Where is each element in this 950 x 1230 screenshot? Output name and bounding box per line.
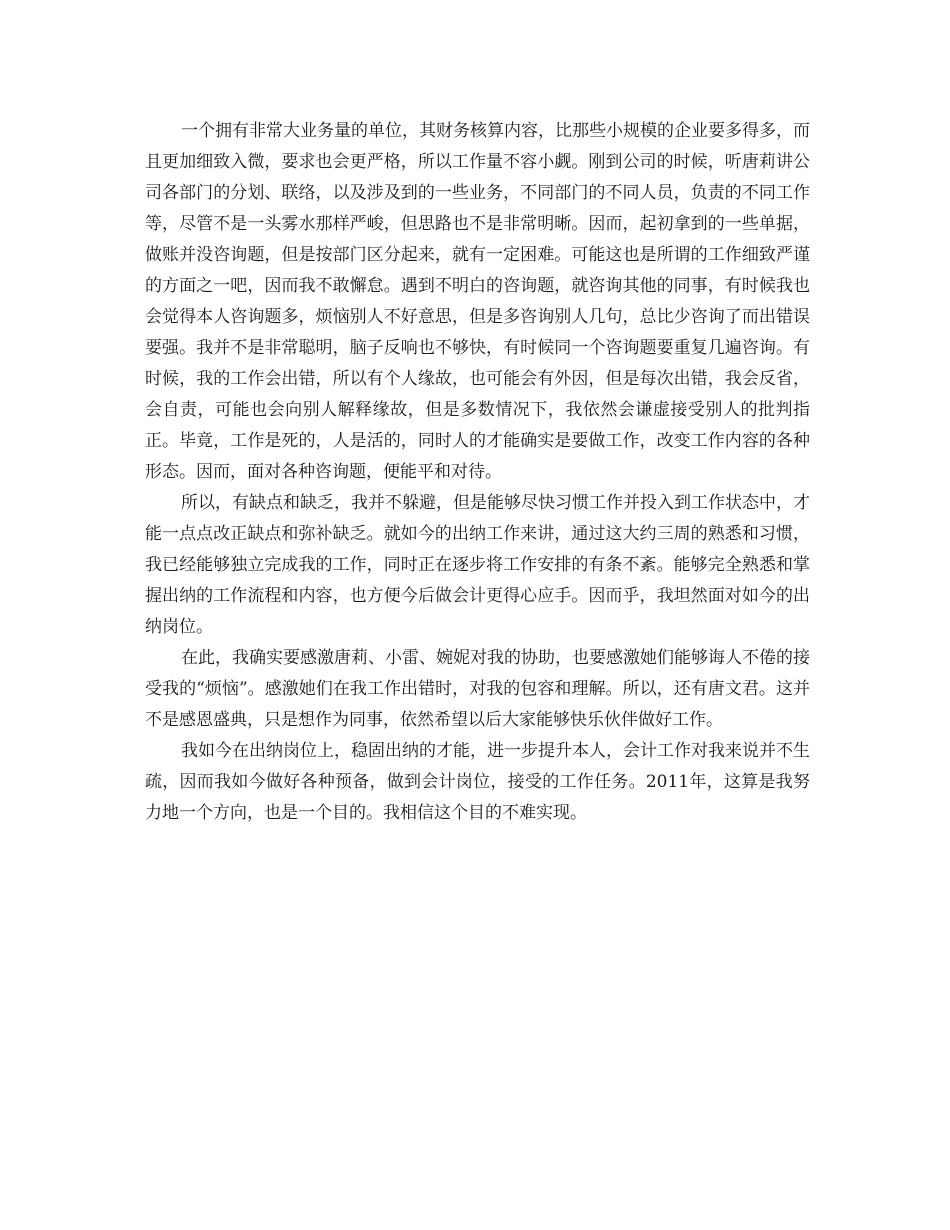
paragraph-4: 我如今在出纳岗位上，稳固出纳的才能，进一步提升本人，会计工作对我来说并不生疏，因而我如今做好各种预备，做到会计岗位，接受的工作任务。2011年，这算是我努力地一个方向，也是一个目的。我相信这个目的不难实现。 [145, 741, 810, 823]
paragraph-2: 所以，有缺点和缺乏，我并不躲避，但是能够尽快习惯工作并投入到工作状态中，才能一点点改正缺点和弥补缺乏。就如今的出纳工作来讲，通过这大约三周的熟悉和习惯，我已经能够独立完成我的工作，同时正在逐步将工作安排的有条不紊。能够完全熟悉和掌握出纳的工作流程和内容，也方便今后做会计更得心应手。因而乎，我坦然面对如今的出纳岗位。 [145, 493, 810, 637]
paragraph-3: 在此，我确实要感激唐莉、小雷、婉妮对我的协助，也要感激她们能够诲人不倦的接受我的“烦恼”。感激她们在我工作出错时，对我的包容和理解。所以，还有唐文君。这并不是感恩盛典，只是想作为同事，依然希望以后大家能够快乐伙伴做好工作。 [145, 648, 810, 730]
document-page [145, 116, 810, 829]
paragraph-1: 一个拥有非常大业务量的单位，其财务核算内容，比那些小规模的企业要多得多，而且更加细致入微，要求也会更严格，所以工作量不容小觑。刚到公司的时候，听唐莉讲公司各部门的分划、联络，以及涉及到的一些业务，不同部门的不同人员，负责的不同工作等，尽管不是一头雾水那样严峻，但思路也不是非常明晰。因而，起初拿到的一些单据，做账并没咨询题，但是按部门区分起来，就有一定困难。可能这也是所谓的工作细致严谨的方面之一吧，因而我不敢懈怠。遇到不明白的咨询题，就咨询其他的同事，有时候我也会觉得本人咨询题多，烦恼别人不好意思，但是多咨询别人几句，总比少咨询了而出错误要强。我并不是非常聪明，脑子反响也不够快，有时候同一个咨询题要重复几遍咨询。有时候，我的工作会出错，所以有个人缘故，也可能会有外因，但是每次出错，我会反省，会自责，可能也会向别人解释缘故，但是多数情况下，我依然会谦虚接受别人的批判指正。毕竟，工作是死的，人是活的，同时人的才能确实是要做工作，改变工作内容的各种形态。因而，面对各种咨询题，便能平和对待。 [145, 121, 810, 482]
